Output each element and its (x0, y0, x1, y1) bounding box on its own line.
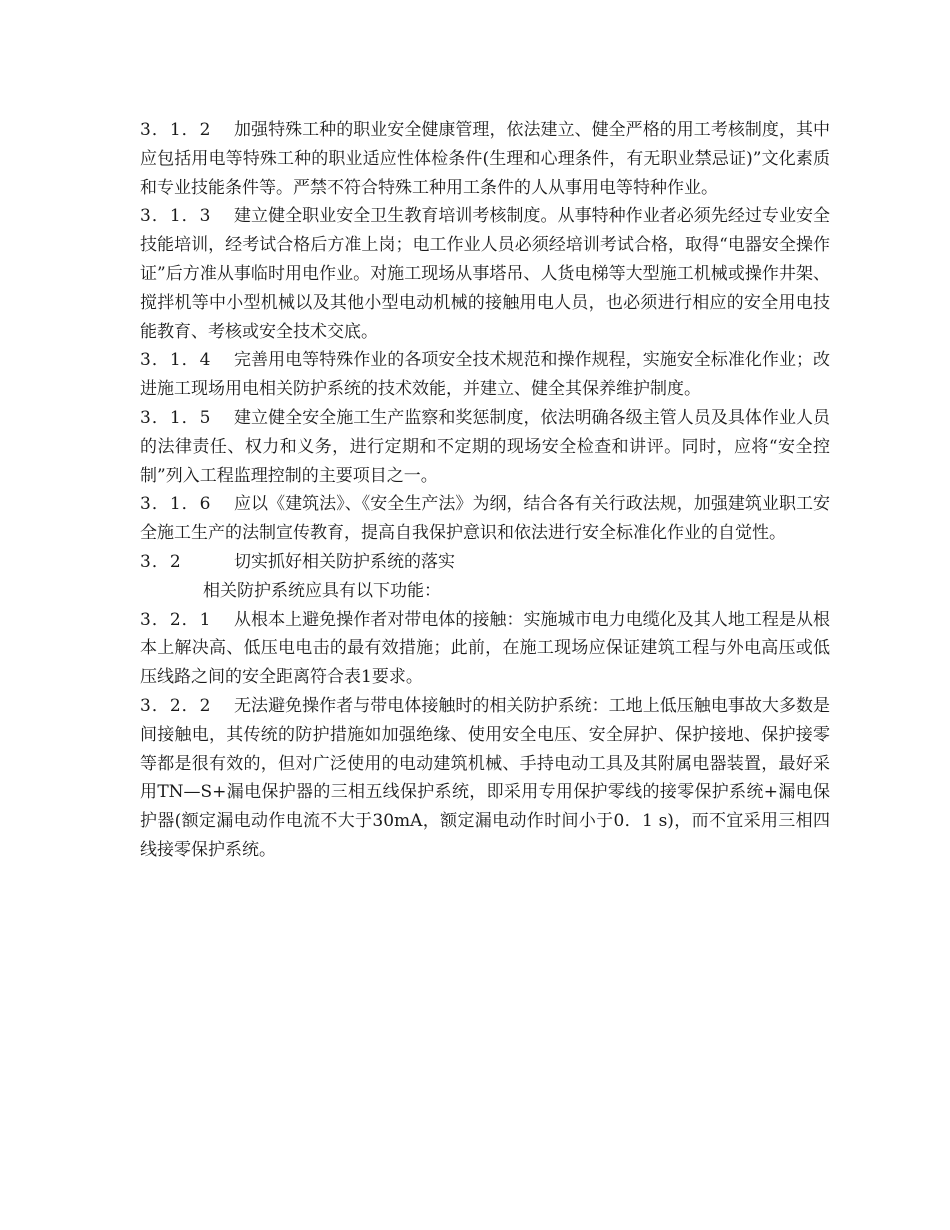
paragraph-text: 无法避免操作者与带电体接触时的相关防护系统：工地上低压触电事故大多数是间接触电，其传统的防护措施如加强绝缘、使用安全电压、安全屏护、保护接地、保护接零等都是很有效的，但对广泛使用的电动建筑机械、手持电动工具及其附属电器装置，最好采用TN—S+漏电保护器的三相五线保护系统，即采用专用保护零线的接零保护系统+漏电保护器(额定漏电动作电流不大于30mA，额定漏电动作时间小于0．1 s)，而不宜采用三相四线接零保护系统。 (140, 695, 830, 860)
paragraph-text: 建立健全安全施工生产监察和奖惩制度，依法明确各级主管人员及具体作业人员的法律责任、权力和义务，进行定期和不定期的现场安全检查和讲评。同时，应将“安全控制”列入工程监理控制的主要项目之一。 (140, 407, 830, 486)
section-number: 3．1．5 (140, 407, 212, 428)
paragraph-3-1-3 (140, 202, 830, 346)
paragraph-3-1-4 (140, 346, 830, 404)
intro-line (140, 577, 830, 606)
paragraph-text: 应以《建筑法》、《安全生产法》为纲，结合各有关行政法规，加强建筑业职工安全施工生产的法制宣传教育，提高自我保护意识和依法进行安全标准化作业的自觉性。 (140, 494, 830, 544)
paragraph-text: 从根本上避免操作者对带电体的接触：实施城市电力电缆化及其人地工程是从根本上解决高、低压电电击的最有效措施；此前，在施工现场应保证建筑工程与外电高压或低压线路之间的安全距离符合表1要求。 (140, 609, 830, 688)
paragraph-text: 完善用电等特殊作业的各项安全技术规范和操作规程，实施安全标准化作业；改进施工现场用电相关防护系统的技术效能，并建立、健全其保养维护制度。 (140, 350, 830, 400)
section-number: 3．2．1 (140, 609, 212, 630)
paragraph-3-1-2 (140, 116, 830, 202)
section-number: 3．2．2 (140, 695, 212, 716)
section-number: 3．1．2 (140, 120, 212, 140)
paragraph-3-2-2 (140, 692, 830, 865)
section-number: 3．1．6 (140, 494, 212, 515)
section-heading-3-2 (140, 548, 830, 577)
paragraph-text: 加强特殊工种的职业安全健康管理，依法建立、健全严格的用工考核制度，其中应包括用电等特殊工种的职业适应性体检条件(生理和心理条件，有无职业禁忌证)”文化素质和专业技能条件等。严禁不符合特殊工种用工条件的人从事用电等特种作业。 (140, 120, 830, 198)
section-number: 3．2 (140, 551, 182, 572)
paragraph-3-1-5 (140, 404, 830, 490)
document-page (140, 116, 830, 865)
paragraph-3-1-6 (140, 490, 830, 548)
paragraph-text: 建立健全职业安全卫生教育培训考核制度。从事特种作业者必须先经过专业安全技能培训，经考试合格后方准上岗；电工作业人员必须经培训考试合格，取得“电器安全操作证”后方准从事临时用电作业。对施工现场从事塔吊、人货电梯等大型施工机械或操作井架、搅拌机等中小型机械以及其他小型电动机械的接触用电人员，也必须进行相应的安全用电技能教育、考核或安全技术交底。 (140, 206, 830, 342)
paragraph-3-2-1 (140, 606, 830, 692)
section-number: 3．1．3 (140, 206, 212, 227)
section-heading-text: 切实抓好相关防护系统的落实 (234, 551, 455, 572)
paragraph-text: 相关防护系统应具有以下功能： (203, 580, 441, 601)
section-number: 3．1．4 (140, 350, 212, 371)
